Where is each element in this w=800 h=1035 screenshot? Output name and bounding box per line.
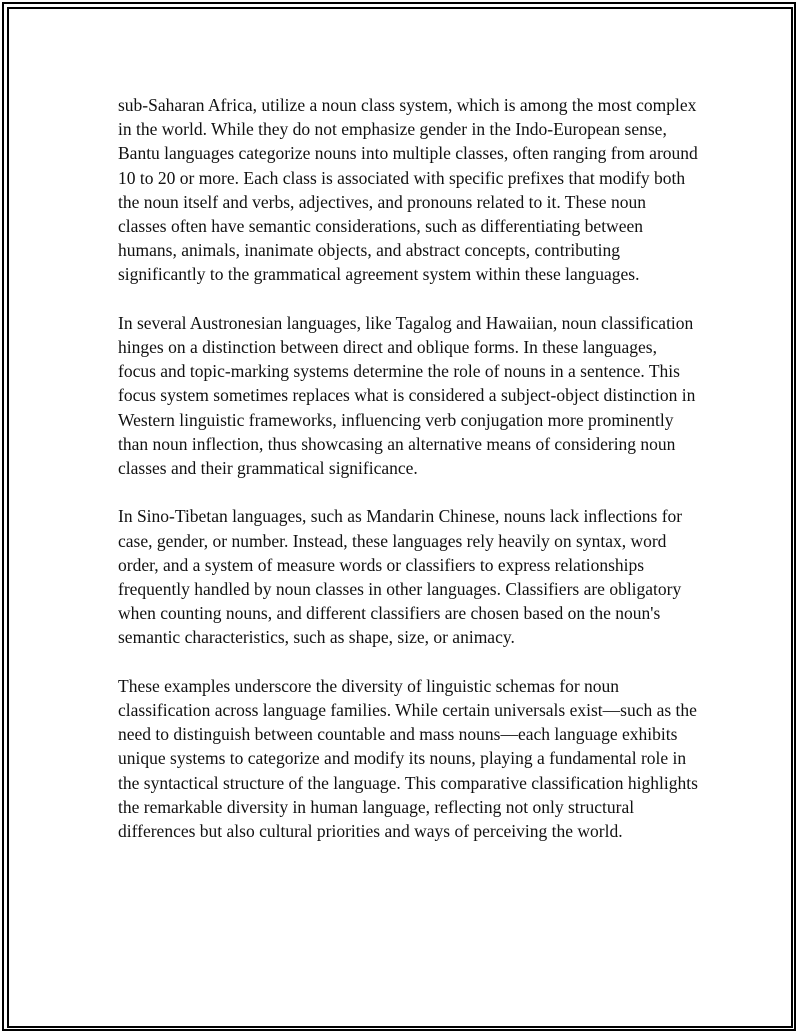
document-body <box>118 93 698 867</box>
paragraph-austronesian: In several Austronesian languages, like Tagalog and Hawaiian, noun classification hinges on a distinction between direct and oblique forms. In these languages, focus and topic-marking systems determine the role of nouns in a sentence. This focus system sometimes replaces what is considered a subject-object distinction in Western linguistic frameworks, influencing verb conjugation more prominently than noun inflection, thus showcasing an alternative means of considering noun classes and their grammatical significance. <box>118 312 696 479</box>
paragraph-conclusion: These examples underscore the diversity of linguistic schemas for noun classification across language families. While certain universals exist—such as the need to distinguish between countable and mass nouns—each language exhibits unique systems to categorize and modify its nouns, playing a fundamental role in the syntactical structure of the language. This comparative classification highlights the remarkable diversity in human language, reflecting not only structural differences but also cultural priorities and ways of perceiving the world. <box>118 675 698 842</box>
paragraph-bantu-noun-classes: sub-Saharan Africa, utilize a noun class system, which is among the most complex in the world. While they do not emphasize gender in the Indo-European sense, Bantu languages categorize nouns into multiple classes, often ranging from around 10 to 20 or more. Each class is associated with specific prefixes that modify both the noun itself and verbs, adjectives, and pronouns related to it. These noun classes often have semantic considerations, such as differentiating between humans, animals, inanimate objects, and abstract concepts, contributing significantly to the grammatical agreement system within these languages. <box>118 95 698 285</box>
paragraph-sino-tibetan: In Sino-Tibetan languages, such as Mandarin Chinese, nouns lack inflections for case, gender, or number. Instead, these languages rely heavily on syntax, word order, and a system of measure words or classifiers to express relationships frequently handled by noun classes in other languages. Classifiers are obligatory when counting nouns, and different classifiers are chosen based on the noun's semantic characteristics, such as shape, size, or animacy. <box>118 506 683 648</box>
